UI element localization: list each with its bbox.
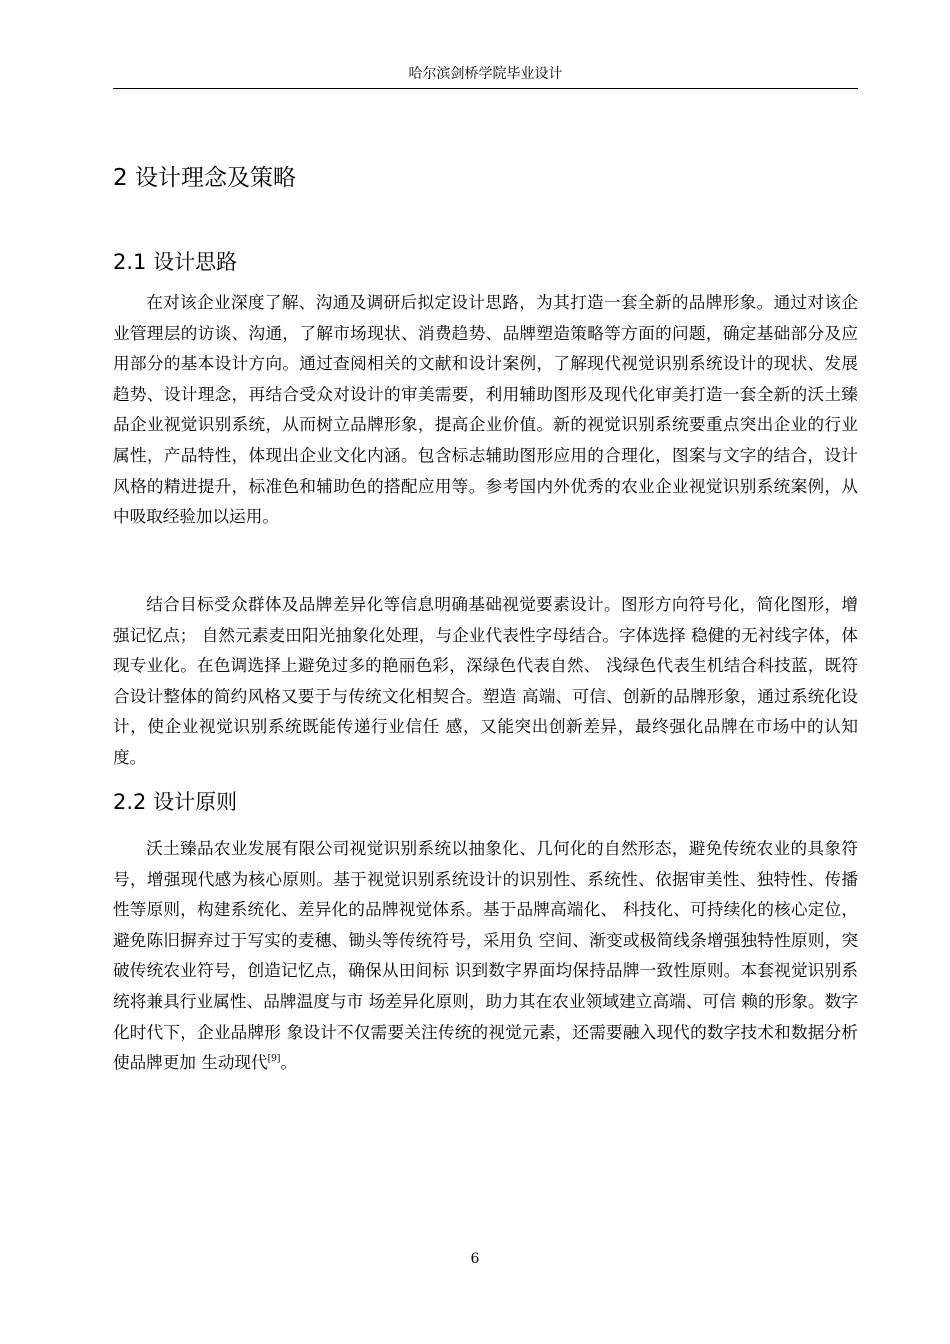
- chapter-title: 2 设计理念及策略: [113, 165, 296, 191]
- citation-reference: [9]: [267, 1054, 281, 1065]
- paragraph: 在对该企业深度了解、沟通及调研后拟定设计思路，为其打造一套全新的品牌形象。通过对该企业管理层的访谈、沟通，了解市场现状、消费趋势、品牌塑造策略等方面的问题，确定基础部分及应用部分的基本设计方向。通过查阅相关的文献和设计案例，了解现代视觉识别系统设计的现状、发展趋势、设计理念，再结合受众对设计的审美需要，利用辅助图形及现代化审美打造一套全新的沃土臻品企业视觉识别系统，从而树立品牌形象，提高企业价值。新的视觉识别系统要重点突出企业的行业属性，产品特性，体现出企业文化内涵。包含标志辅助图形应用的合理化，图案与文字的结合，设计风格的精进提升，标准色和辅助色的搭配应用等。参考国内外优秀的农业企业视觉识别系统案例，从中吸取经验加以运用。: [113, 293, 858, 527]
- section-title-design-principles: 2.2 设计原则: [113, 790, 238, 814]
- running-header: 哈尔滨剑桥学院毕业设计: [113, 62, 858, 89]
- paragraph-text: 沃土臻品农业发展有限公司视觉识别系统以抽象化、几何化的自然形态，避免传统农业的具象符号，增强现代感为核心原则。基于视觉识别系统设计的识别性、系统性、依据审美性、独特性、传播性等原则，构建系统化、差异化的品牌视觉体系。基于品牌高端化、 科技化、可持续化的核心定位，避免陈旧摒弃过于写实的麦穗、锄头等传统符号，采用负 空间、渐变或极简线条增强独特性原则，突破传统农业符号，创造记忆点，确保从田间标 识到数字界面均保持品牌一致性原则。本套视觉识别系统将兼具行业属性、品牌温度与市 场差异化原则，助力其在农业领域建立高端、可信 赖的形象。数字化时代下，企业品牌形 象设计不仅需要关注传统的视觉元素，还需要融入现代的数字技术和数据分析使品牌更加 生动现代: [113, 839, 858, 1073]
- paragraph: 结合目标受众群体及品牌差异化等信息明确基础视觉要素设计。图形方向符号化，简化图形，增强记忆点； 自然元素麦田阳光抽象化处理，与企业代表性字母结合。字体选择 稳健的无衬线字体，体现专业化。在色调选择上避免过多的艳丽色彩，深绿色代表自然、 浅绿色代表生机结合科技蓝，既符合设计整体的简约风格又要于与传统文化相契合。塑造 高端、可信、创新的品牌形象，通过系统化设计，使企业视觉识别系统既能传递行业信任 感，又能突出创新差异，最终强化品牌在市场中的认知度。: [113, 595, 858, 767]
- section-title-design-approach: 2.1 设计思路: [113, 250, 238, 274]
- paragraph-end-punctuation: 。: [280, 1053, 297, 1073]
- paragraph: [113, 834, 858, 1079]
- page-number: 6: [470, 1251, 480, 1267]
